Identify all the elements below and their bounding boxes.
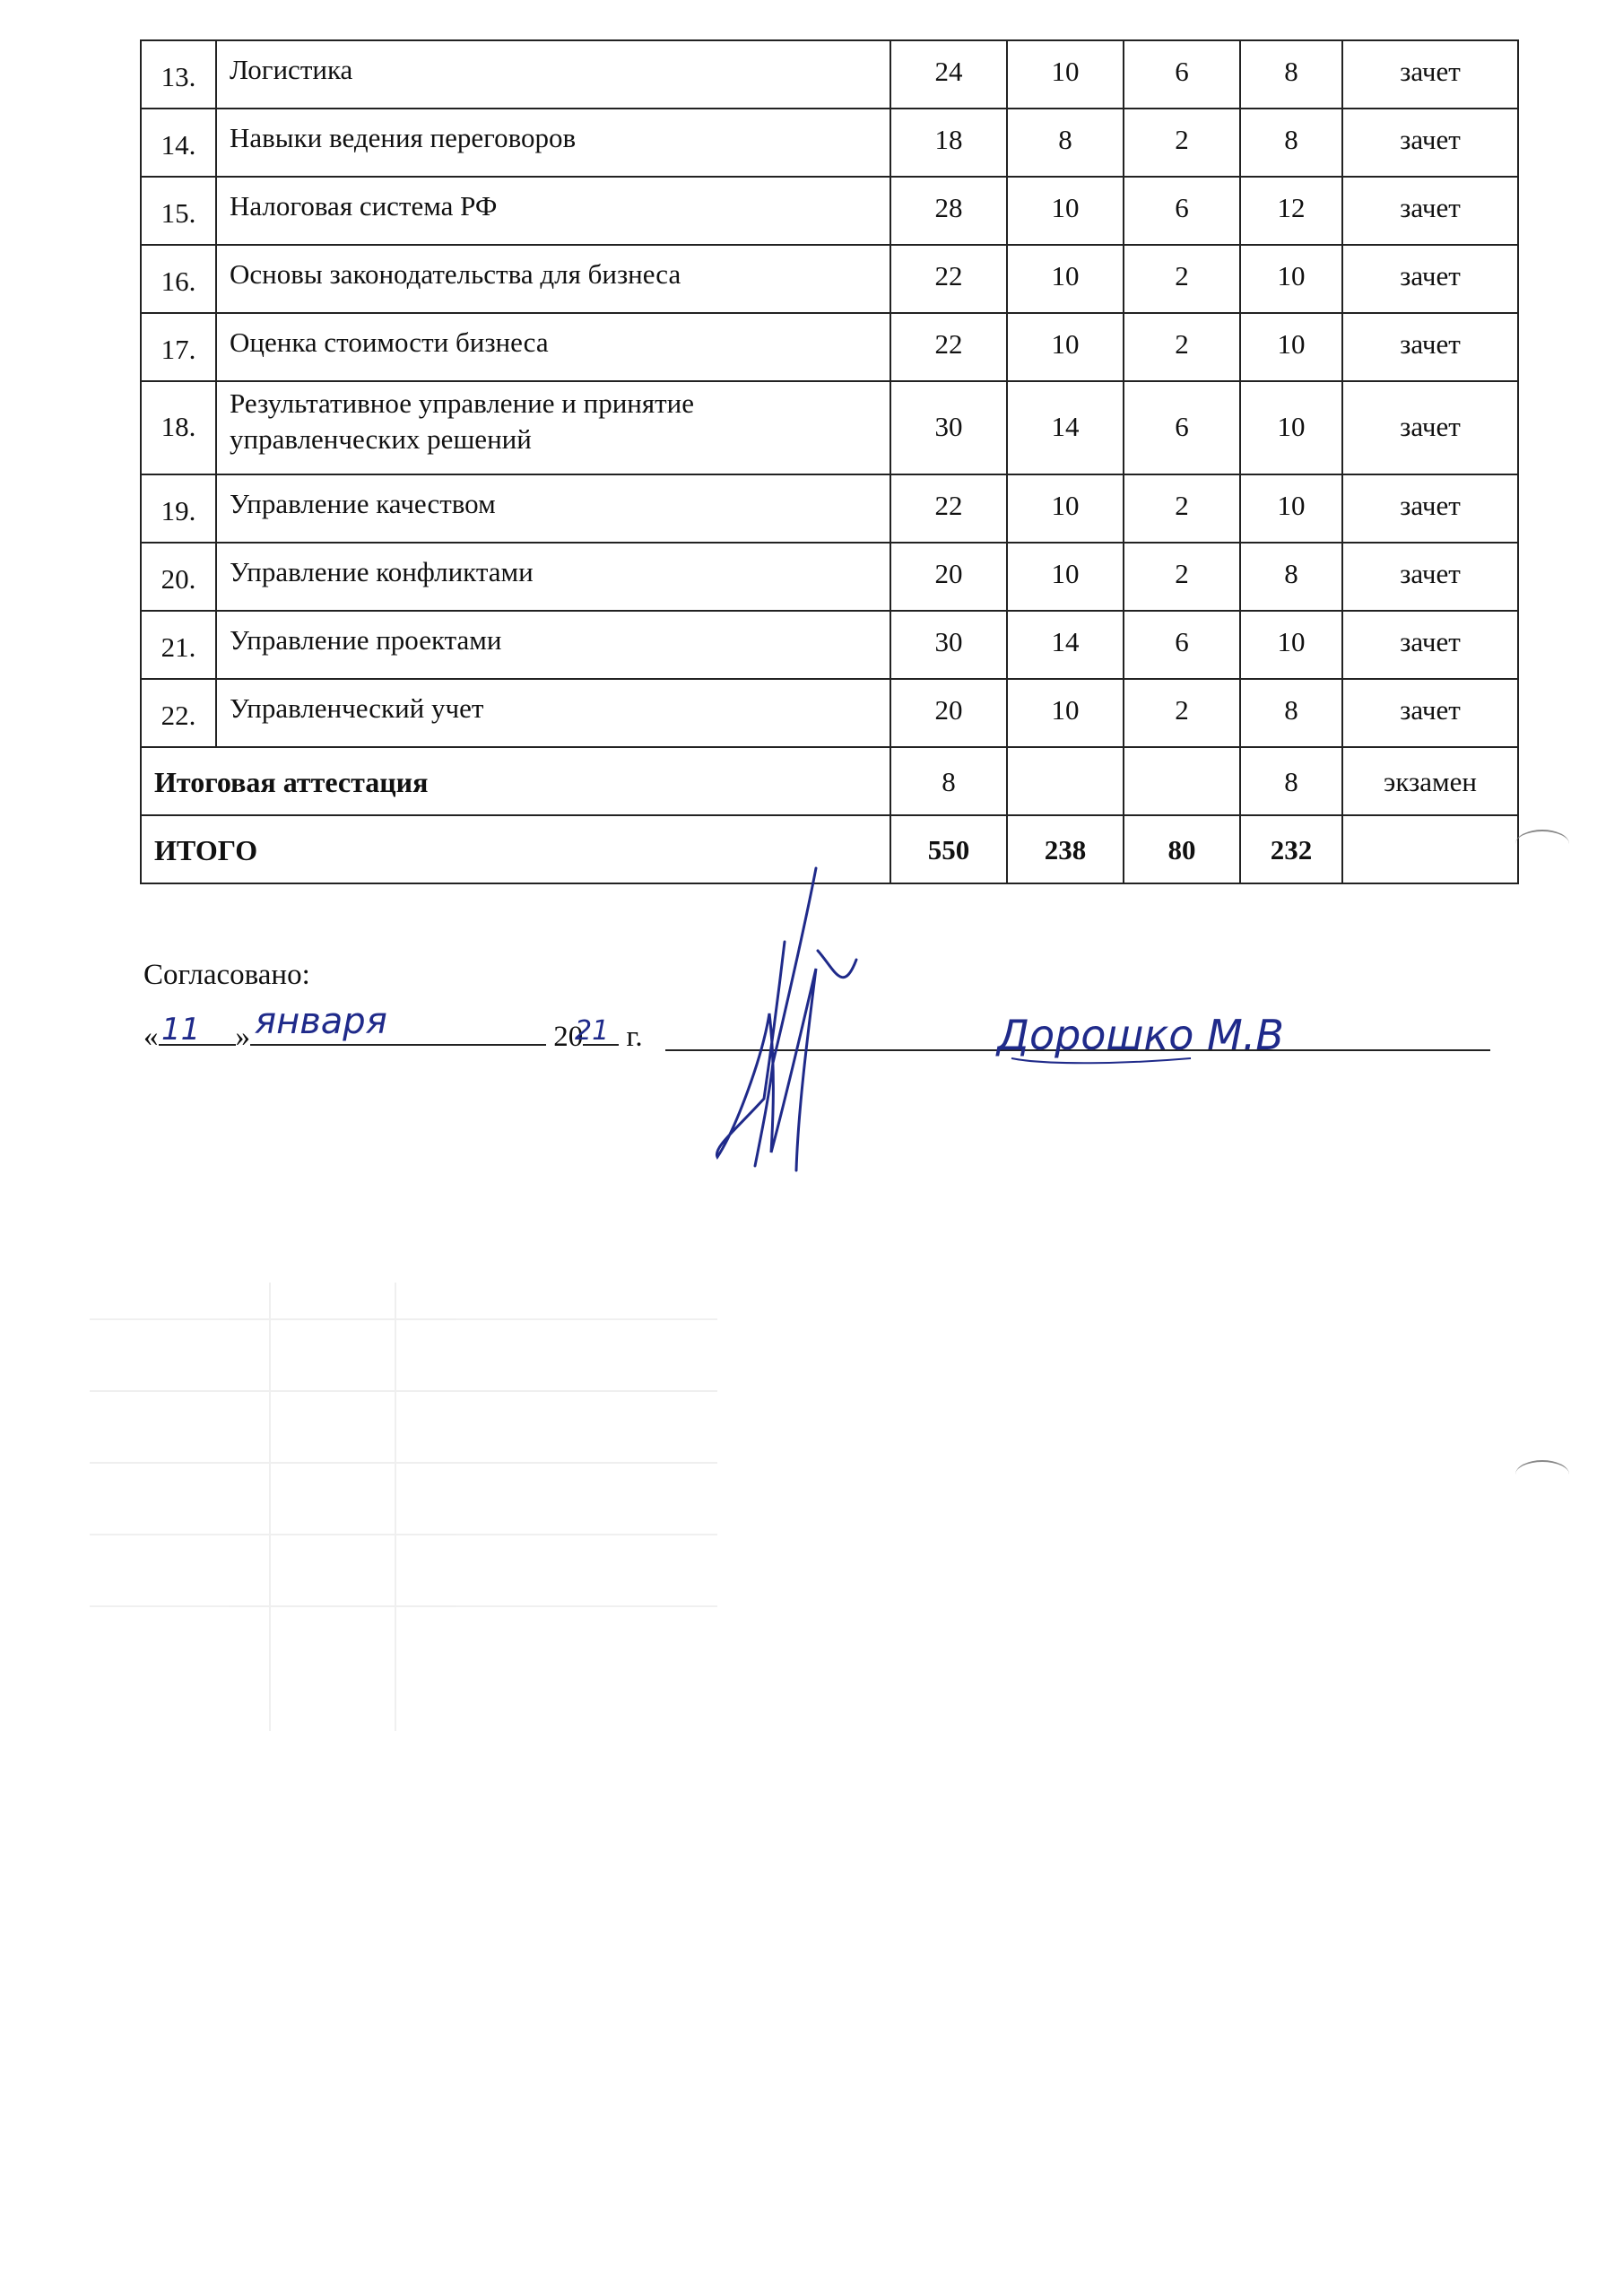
cell-lectures: 8: [1007, 109, 1124, 177]
row-number: 16.: [141, 245, 216, 313]
handwritten-year: 21: [575, 1015, 610, 1047]
approval-label: Согласовано:: [143, 959, 310, 991]
table-row: [141, 679, 1518, 747]
cell-self: 12: [1240, 177, 1342, 245]
summary-self: 8: [1240, 747, 1342, 815]
row-number: 17.: [141, 313, 216, 381]
summary-label: ИТОГО: [141, 815, 890, 883]
cell-lectures: 10: [1007, 177, 1124, 245]
discipline-name: Налоговая система РФ: [216, 177, 890, 245]
cell-practice: 2: [1124, 474, 1240, 543]
summary-total: 550: [890, 815, 1007, 883]
row-number: 22.: [141, 679, 216, 747]
summary-control: [1342, 815, 1518, 883]
discipline-name: Управленческий учет: [216, 679, 890, 747]
table-row: [141, 40, 1518, 109]
cell-lectures: 14: [1007, 381, 1124, 474]
table-row: [141, 474, 1518, 543]
discipline-name: Управление конфликтами: [216, 543, 890, 611]
curriculum-table: [140, 39, 1519, 884]
table-row: [141, 381, 1518, 474]
discipline-name: Оценка стоимости бизнеса: [216, 313, 890, 381]
cell-total: 22: [890, 245, 1007, 313]
cell-control: зачет: [1342, 381, 1518, 474]
summary-control: экзамен: [1342, 747, 1518, 815]
cell-control: зачет: [1342, 679, 1518, 747]
cell-lectures: 10: [1007, 245, 1124, 313]
row-number: 13.: [141, 40, 216, 109]
cell-practice: 2: [1124, 313, 1240, 381]
table-row: [141, 543, 1518, 611]
cell-lectures: 14: [1007, 611, 1124, 679]
row-number: 21.: [141, 611, 216, 679]
cell-self: 10: [1240, 611, 1342, 679]
cell-practice: 6: [1124, 381, 1240, 474]
scan-artifact: [1515, 830, 1569, 858]
row-number: 15.: [141, 177, 216, 245]
discipline-name: Управление проектами: [216, 611, 890, 679]
cell-total: 22: [890, 313, 1007, 381]
handwritten-month: января: [255, 1001, 387, 1042]
cell-control: зачет: [1342, 245, 1518, 313]
discipline-name: Управление качеством: [216, 474, 890, 543]
summary-practice: [1124, 747, 1240, 815]
cell-total: 20: [890, 679, 1007, 747]
summary-label: Итоговая аттестация: [141, 747, 890, 815]
cell-self: 10: [1240, 381, 1342, 474]
handwritten-name-text: Дорошко М.В: [997, 1011, 1284, 1059]
cell-self: 10: [1240, 245, 1342, 313]
table-row: [141, 109, 1518, 177]
cell-total: 22: [890, 474, 1007, 543]
cell-total: 30: [890, 381, 1007, 474]
cell-control: зачет: [1342, 177, 1518, 245]
cell-total: 18: [890, 109, 1007, 177]
cell-control: зачет: [1342, 40, 1518, 109]
cell-practice: 6: [1124, 177, 1240, 245]
cell-practice: 2: [1124, 679, 1240, 747]
year-suffix: г.: [626, 1021, 643, 1053]
cell-self: 8: [1240, 543, 1342, 611]
cell-lectures: 10: [1007, 679, 1124, 747]
cell-lectures: 10: [1007, 40, 1124, 109]
cell-practice: 2: [1124, 245, 1240, 313]
year-prefix: 20: [553, 1021, 584, 1053]
table-row: [141, 177, 1518, 245]
cell-total: 28: [890, 177, 1007, 245]
cell-control: зачет: [1342, 611, 1518, 679]
cell-control: зачет: [1342, 313, 1518, 381]
row-number: 19.: [141, 474, 216, 543]
row-number: 18.: [141, 381, 216, 474]
summary-total: 8: [890, 747, 1007, 815]
row-number: 20.: [141, 543, 216, 611]
cell-lectures: 10: [1007, 543, 1124, 611]
approval-date-line: [143, 1015, 643, 1054]
table-row: [141, 611, 1518, 679]
summary-self: 232: [1240, 815, 1342, 883]
summary-lectures: 238: [1007, 815, 1124, 883]
cell-lectures: 10: [1007, 474, 1124, 543]
cell-practice: 6: [1124, 611, 1240, 679]
discipline-name: Результативное управление и принятие управленческих решений: [216, 381, 890, 474]
cell-self: 10: [1240, 313, 1342, 381]
discipline-name: Основы законодательства для бизнеса: [216, 245, 890, 313]
cell-practice: 2: [1124, 109, 1240, 177]
cell-control: зачет: [1342, 109, 1518, 177]
cell-control: зачет: [1342, 543, 1518, 611]
scan-artifact: [1515, 1460, 1569, 1489]
final-attestation-row: [141, 747, 1518, 815]
summary-lectures: [1007, 747, 1124, 815]
cell-self: 8: [1240, 679, 1342, 747]
handwritten-name: [994, 996, 1370, 1076]
cell-practice: 6: [1124, 40, 1240, 109]
discipline-name: Навыки ведения переговоров: [216, 109, 890, 177]
row-number: 14.: [141, 109, 216, 177]
cell-control: зачет: [1342, 474, 1518, 543]
handwritten-day: 11: [161, 1012, 201, 1048]
cell-lectures: 10: [1007, 313, 1124, 381]
cell-total: 30: [890, 611, 1007, 679]
cell-self: 8: [1240, 109, 1342, 177]
table-row: [141, 313, 1518, 381]
discipline-name: Логистика: [216, 40, 890, 109]
table-row: [141, 245, 1518, 313]
cell-total: 20: [890, 543, 1007, 611]
open-quote: «: [143, 1021, 159, 1053]
cell-total: 24: [890, 40, 1007, 109]
cell-self: 10: [1240, 474, 1342, 543]
cell-self: 8: [1240, 40, 1342, 109]
handwritten-signature: [699, 861, 915, 1184]
cell-practice: 2: [1124, 543, 1240, 611]
summary-practice: 80: [1124, 815, 1240, 883]
bleed-through-shadow: [90, 1193, 1569, 2269]
close-quote: »: [235, 1021, 250, 1053]
